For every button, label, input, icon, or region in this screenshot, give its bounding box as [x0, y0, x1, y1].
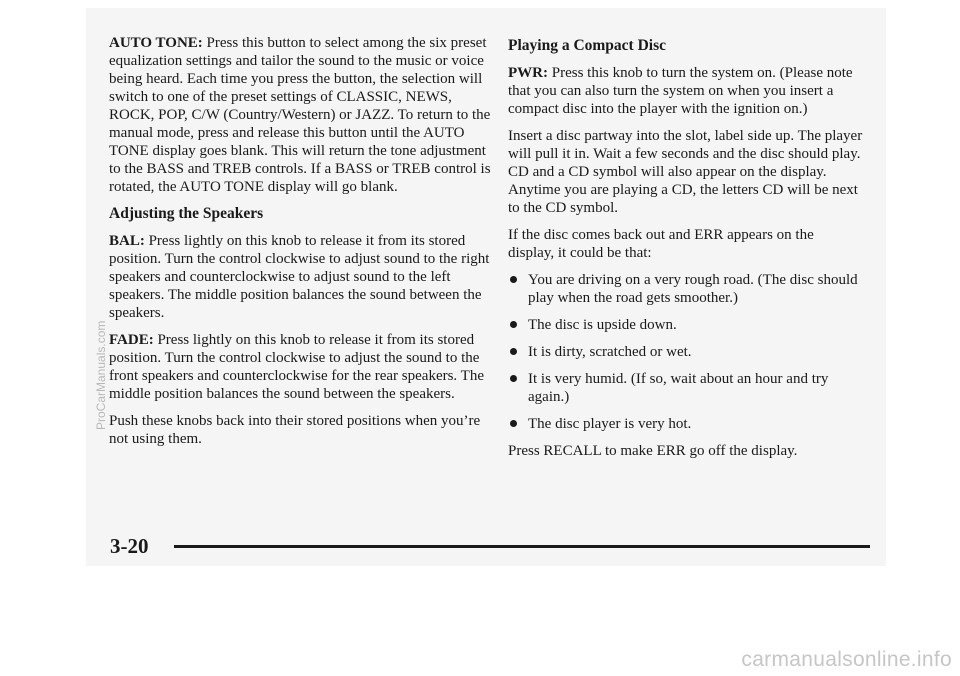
list-item-text: You are driving on a very rough road. (The disc should play when the road gets smoother.) [528, 272, 858, 306]
fade-text: Press lightly on this knob to release it from its stored position. Turn the control clockwise to adjust the sound to the front speakers and counterclockwise for the rear speakers. The middle position balances the sound between the speakers. [109, 332, 484, 402]
speakers-heading: Adjusting the Speakers [109, 205, 264, 222]
pwr-label: PWR: [508, 65, 548, 81]
recall-paragraph: Press RECALL to make ERR go off the display. [508, 443, 798, 459]
bullet-icon [510, 276, 517, 283]
fade-paragraph [109, 331, 491, 403]
bal-paragraph [109, 232, 491, 322]
err-intro-paragraph: If the disc comes back out and ERR appears on the display, it could be that: [508, 227, 814, 261]
push-knobs-paragraph: Push these knobs back into their stored positions when you’re not using them. [109, 413, 481, 447]
auto-tone-text: Press this button to select among the six preset equalization settings and tailor the sound to the music or voice being heard. Each time you press the button, the selection will switch to one of the preset settings of CLASSIC, NEWS, ROCK, POP, C/W (Country/Western) or JAZZ. To return to the manual mode, press and release this button until the AUTO TONE display goes blank. This will return the tone adjustment to the BASS and TREB controls. If a BASS or TREB control is rotated, the AUTO TONE display will go blank. [109, 35, 491, 195]
auto-tone-paragraph [109, 34, 491, 196]
bottom-watermark: carmanualsonline.info [741, 648, 952, 671]
bullet-icon [510, 420, 517, 427]
list-item [508, 271, 863, 307]
list-item [508, 415, 863, 433]
list-item-text: The disc is upside down. [528, 317, 677, 333]
bullet-icon [510, 348, 517, 355]
bullet-icon [510, 375, 517, 382]
side-watermark: ProCarManuals.com [94, 320, 108, 430]
bullet-icon [510, 321, 517, 328]
err-causes-list [508, 271, 863, 433]
manual-page [86, 8, 886, 566]
pwr-text: Press this knob to turn the system on. (Please note that you can also turn the system on when you insert a compact disc into the player with the ignition on.) [508, 65, 853, 117]
list-item-text: It is dirty, scratched or wet. [528, 344, 692, 360]
insert-disc-paragraph: Insert a disc partway into the slot, label side up. The player will pull it in. Wait a few seconds and the disc should play. CD and a CD symbol will also appear on the display. Anytime you are playing a CD, the letters CD will be next to the CD symbol. [508, 128, 863, 216]
bal-text: Press lightly on this knob to release it from its stored position. Turn the control clockwise to adjust sound to the right speakers and counterclockwise to adjust sound to the left speakers. The middle position balances the sound between the speakers. [109, 233, 490, 321]
left-column [109, 34, 491, 457]
list-item-text: The disc player is very hot. [528, 416, 692, 432]
page-number: 3-20 [110, 534, 149, 558]
pwr-paragraph [508, 64, 863, 118]
list-item [508, 343, 863, 361]
right-column [508, 34, 863, 469]
footer-divider [174, 545, 870, 548]
list-item [508, 370, 863, 406]
bal-label: BAL: [109, 233, 145, 249]
list-item [508, 316, 863, 334]
auto-tone-label: AUTO TONE: [109, 35, 203, 51]
fade-label: FADE: [109, 332, 154, 348]
list-item-text: It is very humid. (If so, wait about an hour and try again.) [528, 371, 829, 405]
compact-disc-heading: Playing a Compact Disc [508, 37, 667, 54]
